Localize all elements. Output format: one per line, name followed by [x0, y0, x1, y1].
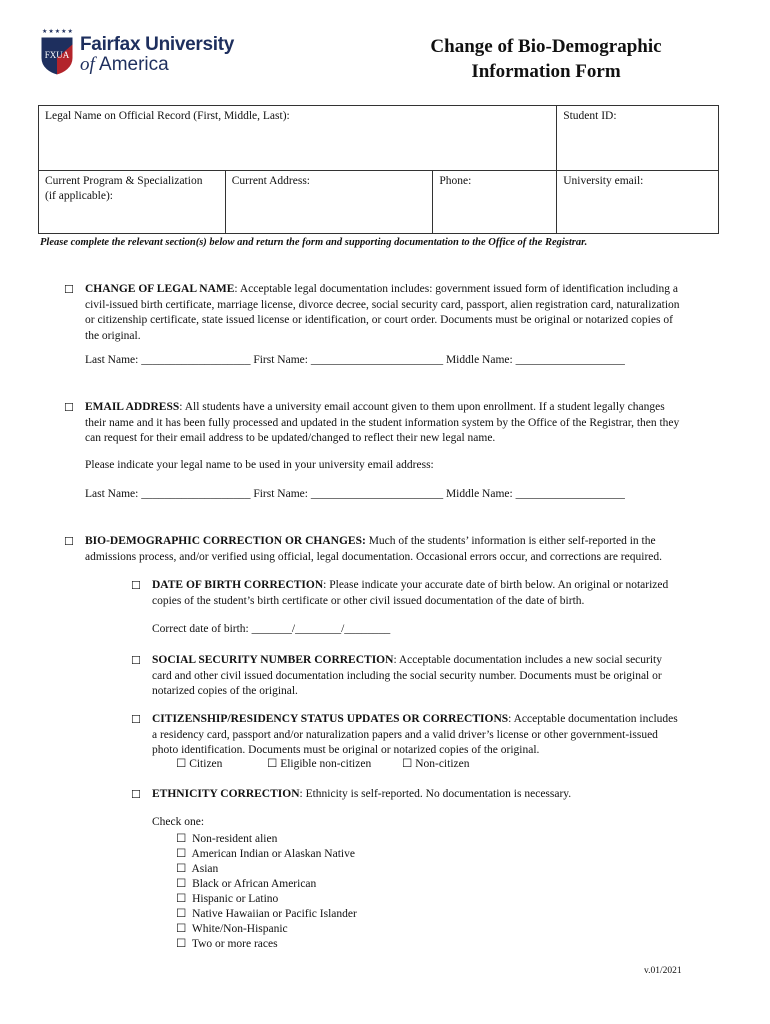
ethnicity-option-checkbox[interactable]: ☐ [176, 863, 187, 875]
ethnicity-option-checkbox[interactable]: ☐ [176, 938, 187, 950]
ethnicity-option[interactable]: ☐ Native Hawaiian or Pacific Islander [176, 908, 357, 920]
email-cell[interactable]: University email: [557, 171, 719, 234]
legal-name-fields[interactable]: Last Name: ___________________ First Name: _______________________ Middle Name: ___________________ [85, 354, 625, 366]
email-address-checkbox[interactable]: ☐ [64, 401, 74, 414]
noncitizen-option[interactable]: ☐ Non-citizen [402, 758, 470, 770]
ethnicity-option[interactable]: ☐ Black or African American [176, 878, 317, 890]
biodemographic-section: BIO-DEMOGRAPHIC CORRECTION OR CHANGES: Much of the students’ information is either self-reported in the admissions process, and/or verified using official, legal documentation. Occasional errors occur, and corrections are required. [85, 535, 662, 563]
ethnicity-option-checkbox[interactable]: ☐ [176, 878, 187, 890]
check-one-label: Check one: [152, 816, 205, 828]
ethnicity-option[interactable]: ☐ White/Non-Hispanic [176, 923, 288, 935]
form-title: Change of Bio-Demographic Information Form [430, 36, 662, 82]
dob-checkbox[interactable]: ☐ [131, 579, 141, 592]
ethnicity-option-checkbox[interactable]: ☐ [176, 848, 187, 860]
legal-name-cell[interactable]: Legal Name on Official Record (First, Middle, Last): [39, 106, 557, 171]
program-cell[interactable]: Current Program & Specialization (if applicable): [39, 171, 226, 234]
logo-name-line2: of America [80, 54, 169, 75]
student-info-table [38, 105, 719, 234]
logo-monogram: FXUA [44, 50, 70, 60]
ethnicity-option[interactable]: ☐ Non-resident alien [176, 833, 278, 845]
ethnicity-section: ETHNICITY CORRECTION: Ethnicity is self-reported. No documentation is necessary. [152, 788, 572, 800]
ssn-checkbox[interactable]: ☐ [131, 654, 141, 667]
university-logo [38, 28, 238, 80]
ethnicity-option[interactable]: ☐ Two or more races [176, 938, 278, 950]
noncitizen-checkbox[interactable]: ☐ [402, 758, 413, 770]
email-name-prompt: Please indicate your legal name to be used in your university email address: [85, 459, 434, 471]
ethnicity-option-checkbox[interactable]: ☐ [176, 833, 187, 845]
address-cell[interactable]: Current Address: [225, 171, 433, 234]
ethnicity-option[interactable]: ☐ Hispanic or Latino [176, 893, 279, 905]
citizenship-section: CITIZENSHIP/RESIDENCY STATUS UPDATES OR CORRECTIONS: Acceptable documentation includes a residency card, passport and/or naturalization papers and a valid driver’s license or other government-issued photo identification. Documents must be original or notarized copies of the original. [152, 713, 678, 756]
student-id-cell[interactable]: Student ID: [557, 106, 719, 171]
ethnicity-option-checkbox[interactable]: ☐ [176, 908, 187, 920]
ssn-section: SOCIAL SECURITY NUMBER CORRECTION: Acceptable documentation includes a new social security card and other civil issued documentation including the social security number. Documents must be original or notarized copies of the original. [152, 654, 662, 697]
dob-section: DATE OF BIRTH CORRECTION: Please indicate your accurate date of birth below. An original or notarized copies of the student’s birth certificate or other civil issued documentation of the date of birth. [152, 579, 669, 607]
eligible-noncitizen-checkbox[interactable]: ☐ [267, 758, 278, 770]
legal-name-section: CHANGE OF LEGAL NAME: Acceptable legal documentation includes: government issued form of identification including a civil-issued birth certificate, marriage license, divorce decree, social security card, passport, alien registration card, naturalization or citizenship certificate, state issued license or identification, or court order. Documents must be original or notarized copies of the original. [85, 283, 680, 342]
email-address-section: EMAIL ADDRESS: All students have a university email account given to them upon enrollment. If a student legally changes their name and it has been fully processed and updated in the student information system by the Office of the Registrar, then they can request for their email address to be updated/changed to reflect their new legal name. [85, 401, 680, 444]
ethnicity-option-checkbox[interactable]: ☐ [176, 893, 187, 905]
dob-field[interactable]: Correct date of birth: _______/________/________ [152, 623, 391, 635]
logo-stars: ★★★★★ [42, 29, 74, 35]
citizenship-checkbox[interactable]: ☐ [131, 713, 141, 726]
ethnicity-option[interactable]: ☐ Asian [176, 863, 219, 875]
shield-icon [40, 36, 74, 76]
email-name-fields[interactable]: Last Name: ___________________ First Name: _______________________ Middle Name: ___________________ [85, 488, 625, 500]
citizen-checkbox[interactable]: ☐ [176, 758, 187, 770]
ethnicity-option[interactable]: ☐ American Indian or Alaskan Native [176, 848, 355, 860]
version-label: v.01/2021 [644, 966, 682, 976]
biodemographic-checkbox[interactable]: ☐ [64, 535, 74, 548]
legal-name-checkbox[interactable]: ☐ [64, 283, 74, 296]
citizen-option[interactable]: ☐ Citizen [176, 758, 223, 770]
ethnicity-checkbox[interactable]: ☐ [131, 788, 141, 801]
phone-cell[interactable]: Phone: [433, 171, 557, 234]
eligible-noncitizen-option[interactable]: ☐ Eligible non-citizen [267, 758, 372, 770]
instructions-note: Please complete the relevant section(s) below and return the form and supporting documentation to the Office of the Registrar. [40, 237, 588, 248]
logo-name-line1: Fairfax University [80, 34, 235, 55]
ethnicity-option-checkbox[interactable]: ☐ [176, 923, 187, 935]
